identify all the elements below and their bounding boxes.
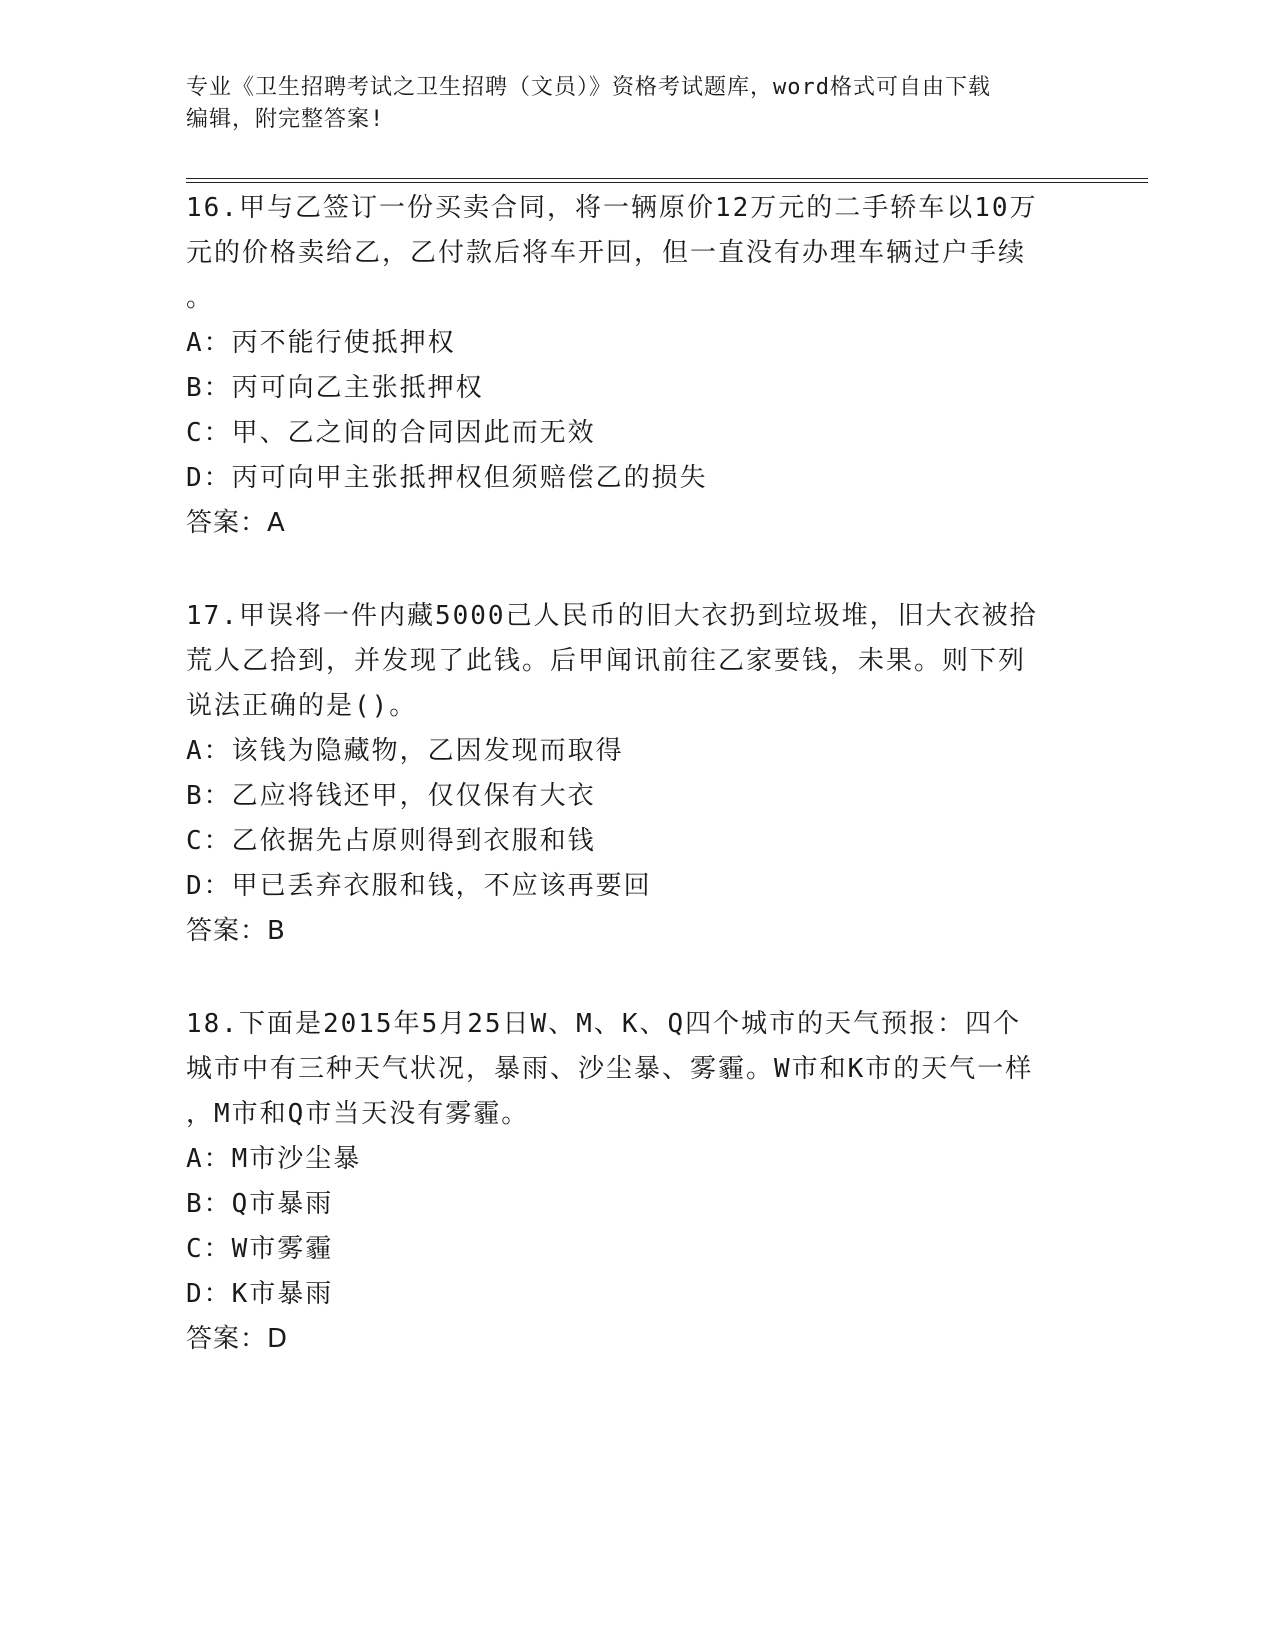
stem-line: 18.下面是2015年5月25日W、M、K、Q四个城市的天气预报：四个 — [186, 1009, 1022, 1039]
header-divider-bottom — [186, 182, 1148, 183]
option-c: C：甲、乙之间的合同因此而无效 — [186, 418, 596, 448]
question-stem — [186, 186, 1086, 321]
question-16 — [186, 186, 1086, 546]
header-line-1: 专业《卫生招聘考试之卫生招聘（文员）》资格考试题库，word格式可自由下载 — [186, 75, 991, 100]
option-d: D：丙可向甲主张抵押权但须赔偿乙的损失 — [186, 463, 708, 493]
question-stem — [186, 1002, 1086, 1137]
option-a: A：丙不能行使抵押权 — [186, 328, 456, 358]
header-line-2: 编辑，附完整答案! — [186, 107, 385, 132]
option-c: C：W市雾霾 — [186, 1234, 334, 1264]
option-a: A：M市沙尘暴 — [186, 1144, 362, 1174]
option-c: C：乙依据先占原则得到衣服和钱 — [186, 826, 596, 856]
stem-line: 说法正确的是()。 — [186, 691, 418, 721]
answer-label: 答案：D — [186, 1324, 289, 1354]
option-b: B：Q市暴雨 — [186, 1189, 334, 1219]
question-stem — [186, 594, 1086, 729]
question-18 — [186, 1002, 1086, 1362]
header-divider-top — [186, 178, 1148, 179]
stem-line: 17.甲误将一件内藏5000己人民币的旧大衣扔到垃圾堆，旧大衣被拾 — [186, 601, 1038, 631]
question-17 — [186, 594, 1086, 954]
option-a: A：该钱为隐藏物，乙因发现而取得 — [186, 736, 624, 766]
option-b: B：丙可向乙主张抵押权 — [186, 373, 484, 403]
option-d: D：甲已丢弃衣服和钱，不应该再要回 — [186, 871, 652, 901]
stem-line: 城市中有三种天气状况，暴雨、沙尘暴、雾霾。W市和K市的天气一样 — [186, 1054, 1034, 1084]
stem-line: 。 — [186, 283, 215, 313]
answer-label: 答案：B — [186, 916, 286, 946]
stem-line: 16.甲与乙签订一份买卖合同，将一辆原价12万元的二手轿车以10万 — [186, 193, 1038, 223]
stem-line: 元的价格卖给乙，乙付款后将车开回，但一直没有办理车辆过户手续 — [186, 238, 1027, 268]
option-b: B：乙应将钱还甲，仅仅保有大衣 — [186, 781, 596, 811]
document-header — [186, 72, 1086, 136]
answer-label: 答案：A — [186, 508, 286, 538]
option-d: D：K市暴雨 — [186, 1279, 334, 1309]
stem-line: ，M市和Q市当天没有雾霾。 — [186, 1099, 530, 1129]
stem-line: 荒人乙拾到，并发现了此钱。后甲闻讯前往乙家要钱，未果。则下列 — [186, 646, 1027, 676]
